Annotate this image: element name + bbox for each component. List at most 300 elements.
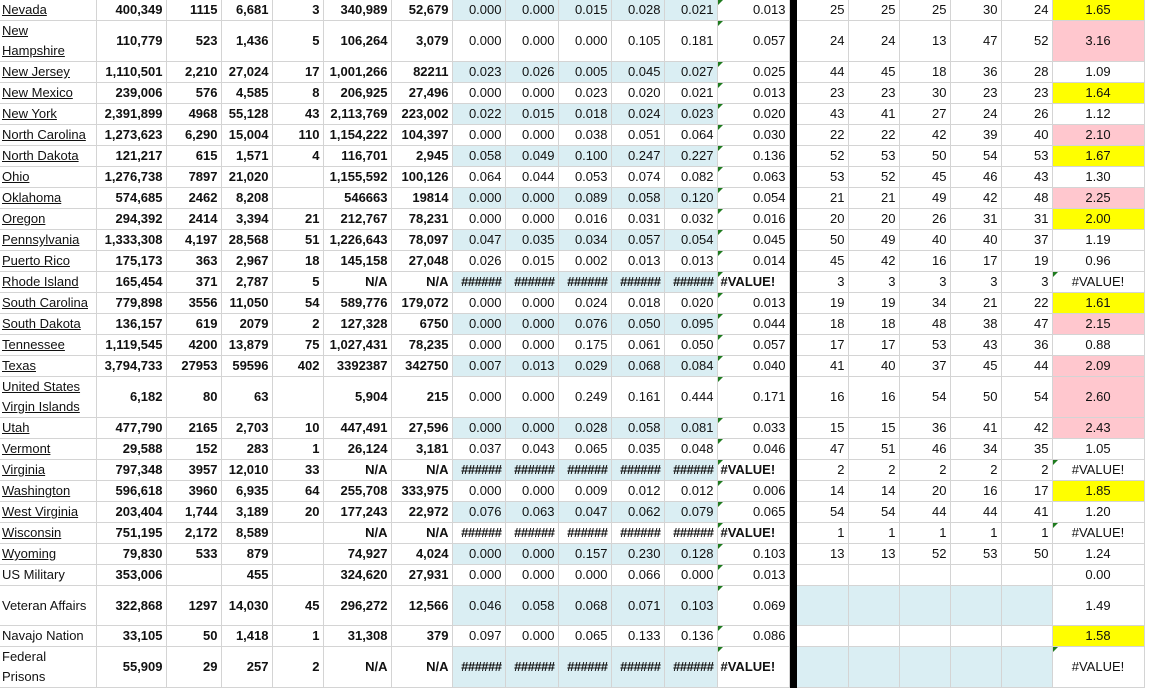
rank-cell[interactable]: 43: [797, 104, 848, 125]
rate-cell[interactable]: 0.000: [452, 21, 505, 62]
rank-cell[interactable]: 16: [848, 377, 899, 418]
col-e-cell[interactable]: 74,927: [323, 544, 391, 565]
col-f-cell[interactable]: 19814: [391, 188, 452, 209]
rate-cell[interactable]: 0.081: [664, 418, 717, 439]
row-name-cell[interactable]: [0, 272, 96, 293]
rate-cell[interactable]: 0.026: [505, 62, 558, 83]
rank-cell[interactable]: 22: [848, 125, 899, 146]
rate-cell[interactable]: 0.064: [452, 167, 505, 188]
rate-cell[interactable]: 0.028: [611, 0, 664, 21]
rank-cell[interactable]: 34: [899, 293, 950, 314]
total-cell[interactable]: 294,392: [96, 209, 166, 230]
col-f-cell[interactable]: 22,972: [391, 502, 452, 523]
rate-cell[interactable]: 0.064: [664, 125, 717, 146]
total-cell[interactable]: 596,618: [96, 481, 166, 502]
col-c-cell[interactable]: 257: [221, 647, 272, 688]
row-name-cell[interactable]: [0, 565, 96, 586]
rate-cell[interactable]: 0.023: [664, 104, 717, 125]
rate-cell[interactable]: 0.046: [452, 586, 505, 626]
col-d-cell[interactable]: [272, 565, 323, 586]
rank-cell[interactable]: 36: [950, 62, 1001, 83]
average-cell[interactable]: #VALUE!: [717, 647, 789, 688]
col-b-cell[interactable]: 1297: [166, 586, 221, 626]
rank-cell[interactable]: 15: [848, 418, 899, 439]
rank-cell[interactable]: 21: [848, 188, 899, 209]
total-cell[interactable]: 1,333,308: [96, 230, 166, 251]
average-cell[interactable]: 0.069: [717, 586, 789, 626]
row-name-cell[interactable]: [0, 647, 96, 688]
rank-cell[interactable]: 2: [797, 460, 848, 481]
rate-cell[interactable]: 0.000: [452, 565, 505, 586]
rate-cell[interactable]: 0.097: [452, 626, 505, 647]
rate-cell[interactable]: 0.038: [558, 125, 611, 146]
average-cell[interactable]: 0.086: [717, 626, 789, 647]
rate-cell[interactable]: 0.000: [505, 544, 558, 565]
col-d-cell[interactable]: [272, 167, 323, 188]
rate-cell[interactable]: 0.044: [505, 167, 558, 188]
total-cell[interactable]: 239,006: [96, 83, 166, 104]
jurisdiction-link[interactable]: North Carolina: [2, 127, 86, 142]
col-d-cell[interactable]: 1: [272, 626, 323, 647]
rank-cell[interactable]: 36: [899, 418, 950, 439]
col-c-cell[interactable]: 2,787: [221, 272, 272, 293]
row-name-cell[interactable]: [0, 377, 96, 418]
col-d-cell[interactable]: 17: [272, 62, 323, 83]
rate-cell[interactable]: 0.031: [611, 209, 664, 230]
col-c-cell[interactable]: 283: [221, 439, 272, 460]
rate-cell[interactable]: 0.076: [558, 314, 611, 335]
col-b-cell[interactable]: 2414: [166, 209, 221, 230]
col-f-cell[interactable]: 223,002: [391, 104, 452, 125]
rank-cell[interactable]: [899, 626, 950, 647]
rate-cell[interactable]: 0.058: [611, 418, 664, 439]
rank-cell[interactable]: 40: [950, 230, 1001, 251]
row-name-cell[interactable]: [0, 104, 96, 125]
rate-cell[interactable]: ######: [505, 272, 558, 293]
col-f-cell[interactable]: 333,975: [391, 481, 452, 502]
col-f-cell[interactable]: N/A: [391, 460, 452, 481]
rank-cell[interactable]: 45: [797, 251, 848, 272]
rate-cell[interactable]: 0.105: [611, 21, 664, 62]
jurisdiction-link[interactable]: United States Virgin Islands: [2, 379, 81, 414]
rate-cell[interactable]: 0.000: [505, 481, 558, 502]
rate-cell[interactable]: ######: [664, 523, 717, 544]
rate-cell[interactable]: 0.024: [558, 293, 611, 314]
rank-cell[interactable]: 52: [848, 167, 899, 188]
rate-cell[interactable]: ######: [611, 460, 664, 481]
rank-cell[interactable]: 45: [950, 356, 1001, 377]
col-b-cell[interactable]: 3957: [166, 460, 221, 481]
rank-cell[interactable]: 49: [848, 230, 899, 251]
ratio-cell[interactable]: 1.49: [1052, 586, 1144, 626]
col-c-cell[interactable]: 63: [221, 377, 272, 418]
average-cell[interactable]: 0.013: [717, 293, 789, 314]
col-c-cell[interactable]: 1,571: [221, 146, 272, 167]
total-cell[interactable]: 1,110,501: [96, 62, 166, 83]
rank-cell[interactable]: 13: [899, 21, 950, 62]
rate-cell[interactable]: 0.023: [452, 62, 505, 83]
ratio-cell[interactable]: 1.12: [1052, 104, 1144, 125]
rank-cell[interactable]: 53: [950, 544, 1001, 565]
col-d-cell[interactable]: 1: [272, 439, 323, 460]
col-e-cell[interactable]: 447,491: [323, 418, 391, 439]
rank-cell[interactable]: 20: [848, 209, 899, 230]
rate-cell[interactable]: 0.103: [664, 586, 717, 626]
rank-cell[interactable]: 21: [950, 293, 1001, 314]
rate-cell[interactable]: 0.157: [558, 544, 611, 565]
rank-cell[interactable]: 16: [950, 481, 1001, 502]
rate-cell[interactable]: 0.058: [452, 146, 505, 167]
rate-cell[interactable]: 0.089: [558, 188, 611, 209]
row-name-cell[interactable]: [0, 460, 96, 481]
col-e-cell[interactable]: 177,243: [323, 502, 391, 523]
col-c-cell[interactable]: 14,030: [221, 586, 272, 626]
total-cell[interactable]: 136,157: [96, 314, 166, 335]
rate-cell[interactable]: 0.058: [505, 586, 558, 626]
col-c-cell[interactable]: 1,418: [221, 626, 272, 647]
col-d-cell[interactable]: 3: [272, 0, 323, 21]
rank-cell[interactable]: 44: [797, 62, 848, 83]
rate-cell[interactable]: 0.027: [664, 62, 717, 83]
col-e-cell[interactable]: 255,708: [323, 481, 391, 502]
jurisdiction-link[interactable]: Oregon: [2, 211, 46, 226]
rate-cell[interactable]: ######: [505, 647, 558, 688]
rank-cell[interactable]: 3: [848, 272, 899, 293]
rank-cell[interactable]: 52: [797, 146, 848, 167]
rank-cell[interactable]: 37: [1001, 230, 1052, 251]
col-b-cell[interactable]: 371: [166, 272, 221, 293]
rank-cell[interactable]: 25: [848, 0, 899, 21]
col-f-cell[interactable]: 104,397: [391, 125, 452, 146]
rate-cell[interactable]: 0.045: [611, 62, 664, 83]
rank-cell[interactable]: 39: [950, 125, 1001, 146]
rank-cell[interactable]: 13: [797, 544, 848, 565]
rank-cell[interactable]: 41: [797, 356, 848, 377]
total-cell[interactable]: 1,119,545: [96, 335, 166, 356]
ratio-cell[interactable]: 0.00: [1052, 565, 1144, 586]
col-d-cell[interactable]: 43: [272, 104, 323, 125]
total-cell[interactable]: 175,173: [96, 251, 166, 272]
rate-cell[interactable]: 0.068: [611, 356, 664, 377]
col-f-cell[interactable]: 100,126: [391, 167, 452, 188]
total-cell[interactable]: 6,182: [96, 377, 166, 418]
rank-cell[interactable]: 50: [950, 377, 1001, 418]
col-f-cell[interactable]: 27,931: [391, 565, 452, 586]
rate-cell[interactable]: 0.000: [505, 626, 558, 647]
col-f-cell[interactable]: 27,496: [391, 83, 452, 104]
ratio-cell[interactable]: #VALUE!: [1052, 460, 1144, 481]
col-e-cell[interactable]: 206,925: [323, 83, 391, 104]
col-c-cell[interactable]: 2079: [221, 314, 272, 335]
rank-cell[interactable]: [848, 586, 899, 626]
rank-cell[interactable]: 47: [797, 439, 848, 460]
rank-cell[interactable]: 53: [1001, 146, 1052, 167]
col-e-cell[interactable]: N/A: [323, 460, 391, 481]
rate-cell[interactable]: 0.175: [558, 335, 611, 356]
rank-cell[interactable]: 23: [1001, 83, 1052, 104]
ratio-cell[interactable]: 2.43: [1052, 418, 1144, 439]
col-b-cell[interactable]: 615: [166, 146, 221, 167]
col-f-cell[interactable]: 4,024: [391, 544, 452, 565]
ratio-cell[interactable]: #VALUE!: [1052, 272, 1144, 293]
rate-cell[interactable]: 0.076: [452, 502, 505, 523]
rank-cell[interactable]: 1: [1001, 523, 1052, 544]
rank-cell[interactable]: 1: [797, 523, 848, 544]
rate-cell[interactable]: 0.021: [664, 83, 717, 104]
ratio-cell[interactable]: 2.10: [1052, 125, 1144, 146]
total-cell[interactable]: 574,685: [96, 188, 166, 209]
rank-cell[interactable]: 13: [848, 544, 899, 565]
rank-cell[interactable]: 38: [950, 314, 1001, 335]
col-d-cell[interactable]: 2: [272, 314, 323, 335]
rank-cell[interactable]: 42: [899, 125, 950, 146]
rate-cell[interactable]: 0.000: [505, 21, 558, 62]
rate-cell[interactable]: 0.009: [558, 481, 611, 502]
ratio-cell[interactable]: 1.64: [1052, 83, 1144, 104]
col-b-cell[interactable]: 50: [166, 626, 221, 647]
col-b-cell[interactable]: 576: [166, 83, 221, 104]
rank-cell[interactable]: 25: [797, 0, 848, 21]
col-f-cell[interactable]: 3,181: [391, 439, 452, 460]
rate-cell[interactable]: 0.018: [611, 293, 664, 314]
rate-cell[interactable]: 0.074: [611, 167, 664, 188]
col-f-cell[interactable]: 78,097: [391, 230, 452, 251]
total-cell[interactable]: 400,349: [96, 0, 166, 21]
row-name-cell[interactable]: [0, 544, 96, 565]
rate-cell[interactable]: 0.023: [558, 83, 611, 104]
ratio-cell[interactable]: 1.30: [1052, 167, 1144, 188]
rate-cell[interactable]: 0.028: [558, 418, 611, 439]
rank-cell[interactable]: 46: [950, 167, 1001, 188]
rank-cell[interactable]: 3: [797, 272, 848, 293]
rate-cell[interactable]: 0.065: [558, 626, 611, 647]
rate-cell[interactable]: ######: [505, 460, 558, 481]
col-b-cell[interactable]: 6,290: [166, 125, 221, 146]
ratio-cell[interactable]: 1.05: [1052, 439, 1144, 460]
col-c-cell[interactable]: 28,568: [221, 230, 272, 251]
col-f-cell[interactable]: 215: [391, 377, 452, 418]
rank-cell[interactable]: 24: [848, 21, 899, 62]
rank-cell[interactable]: [1001, 647, 1052, 688]
rank-cell[interactable]: 27: [899, 104, 950, 125]
average-cell[interactable]: 0.013: [717, 565, 789, 586]
rate-cell[interactable]: 0.000: [664, 565, 717, 586]
average-cell[interactable]: 0.065: [717, 502, 789, 523]
jurisdiction-link[interactable]: Oklahoma: [2, 190, 62, 205]
rank-cell[interactable]: 42: [950, 188, 1001, 209]
rank-cell[interactable]: 41: [950, 418, 1001, 439]
col-b-cell[interactable]: 2165: [166, 418, 221, 439]
rate-cell[interactable]: 0.000: [505, 188, 558, 209]
rate-cell[interactable]: 0.043: [505, 439, 558, 460]
rank-cell[interactable]: 3: [950, 272, 1001, 293]
col-c-cell[interactable]: 1,436: [221, 21, 272, 62]
rank-cell[interactable]: 52: [1001, 21, 1052, 62]
rank-cell[interactable]: 54: [1001, 377, 1052, 418]
rank-cell[interactable]: [797, 565, 848, 586]
rate-cell[interactable]: 0.015: [505, 104, 558, 125]
rate-cell[interactable]: 0.013: [505, 356, 558, 377]
rate-cell[interactable]: 0.016: [558, 209, 611, 230]
rate-cell[interactable]: 0.000: [558, 21, 611, 62]
rank-cell[interactable]: 42: [1001, 418, 1052, 439]
rank-cell[interactable]: 35: [1001, 439, 1052, 460]
rank-cell[interactable]: 30: [950, 0, 1001, 21]
rate-cell[interactable]: 0.048: [664, 439, 717, 460]
jurisdiction-link[interactable]: Pennsylvania: [2, 232, 80, 247]
col-f-cell[interactable]: 78,231: [391, 209, 452, 230]
rank-cell[interactable]: [1001, 626, 1052, 647]
col-c-cell[interactable]: 3,189: [221, 502, 272, 523]
jurisdiction-link[interactable]: New Mexico: [2, 85, 73, 100]
rank-cell[interactable]: 48: [899, 314, 950, 335]
ratio-cell[interactable]: 1.61: [1052, 293, 1144, 314]
row-name-cell[interactable]: [0, 314, 96, 335]
rate-cell[interactable]: 0.247: [611, 146, 664, 167]
rate-cell[interactable]: 0.095: [664, 314, 717, 335]
rate-cell[interactable]: 0.100: [558, 146, 611, 167]
col-c-cell[interactable]: 2,703: [221, 418, 272, 439]
average-cell[interactable]: 0.044: [717, 314, 789, 335]
rate-cell[interactable]: ######: [664, 647, 717, 688]
ratio-cell[interactable]: 1.09: [1052, 62, 1144, 83]
rate-cell[interactable]: 0.444: [664, 377, 717, 418]
rate-cell[interactable]: 0.079: [664, 502, 717, 523]
rank-cell[interactable]: 45: [848, 62, 899, 83]
jurisdiction-link[interactable]: Nevada: [2, 2, 47, 17]
total-cell[interactable]: 3,794,733: [96, 356, 166, 377]
rank-cell[interactable]: 18: [797, 314, 848, 335]
col-e-cell[interactable]: N/A: [323, 523, 391, 544]
rate-cell[interactable]: ######: [611, 647, 664, 688]
col-e-cell[interactable]: 5,904: [323, 377, 391, 418]
rank-cell[interactable]: 47: [950, 21, 1001, 62]
total-cell[interactable]: 33,105: [96, 626, 166, 647]
jurisdiction-link[interactable]: Vermont: [2, 441, 51, 456]
rank-cell[interactable]: 26: [899, 209, 950, 230]
rank-cell[interactable]: 2: [848, 460, 899, 481]
rank-cell[interactable]: 54: [848, 502, 899, 523]
rank-cell[interactable]: 44: [1001, 356, 1052, 377]
rate-cell[interactable]: 0.005: [558, 62, 611, 83]
rank-cell[interactable]: 54: [797, 502, 848, 523]
rate-cell[interactable]: 0.022: [452, 104, 505, 125]
rate-cell[interactable]: 0.071: [611, 586, 664, 626]
rank-cell[interactable]: [950, 647, 1001, 688]
col-e-cell[interactable]: 296,272: [323, 586, 391, 626]
rank-cell[interactable]: [797, 586, 848, 626]
rank-cell[interactable]: 28: [1001, 62, 1052, 83]
jurisdiction-link[interactable]: South Carolina: [2, 295, 88, 310]
rank-cell[interactable]: 34: [950, 439, 1001, 460]
rate-cell[interactable]: ######: [664, 460, 717, 481]
average-cell[interactable]: 0.016: [717, 209, 789, 230]
average-cell[interactable]: #VALUE!: [717, 272, 789, 293]
rate-cell[interactable]: ######: [558, 523, 611, 544]
average-cell[interactable]: 0.020: [717, 104, 789, 125]
col-f-cell[interactable]: 379: [391, 626, 452, 647]
rank-cell[interactable]: 17: [950, 251, 1001, 272]
col-c-cell[interactable]: 12,010: [221, 460, 272, 481]
row-name-cell[interactable]: [0, 586, 96, 626]
col-d-cell[interactable]: 18: [272, 251, 323, 272]
rate-cell[interactable]: 0.058: [611, 188, 664, 209]
ratio-cell[interactable]: 1.19: [1052, 230, 1144, 251]
rank-cell[interactable]: 20: [797, 209, 848, 230]
col-b-cell[interactable]: 3556: [166, 293, 221, 314]
col-c-cell[interactable]: 59596: [221, 356, 272, 377]
rank-cell[interactable]: 16: [899, 251, 950, 272]
rank-cell[interactable]: 42: [848, 251, 899, 272]
col-e-cell[interactable]: 116,701: [323, 146, 391, 167]
rank-cell[interactable]: 50: [899, 146, 950, 167]
col-e-cell[interactable]: 1,226,643: [323, 230, 391, 251]
total-cell[interactable]: 477,790: [96, 418, 166, 439]
row-name-cell[interactable]: [0, 293, 96, 314]
rank-cell[interactable]: [950, 586, 1001, 626]
col-f-cell[interactable]: 27,596: [391, 418, 452, 439]
total-cell[interactable]: 79,830: [96, 544, 166, 565]
rate-cell[interactable]: 0.000: [452, 0, 505, 21]
rank-cell[interactable]: 41: [848, 104, 899, 125]
jurisdiction-link[interactable]: West Virginia: [2, 504, 79, 519]
col-d-cell[interactable]: 51: [272, 230, 323, 251]
jurisdiction-link[interactable]: South Dakota: [2, 316, 81, 331]
rank-cell[interactable]: 44: [899, 502, 950, 523]
rate-cell[interactable]: ######: [611, 523, 664, 544]
col-e-cell[interactable]: 589,776: [323, 293, 391, 314]
rate-cell[interactable]: 0.012: [611, 481, 664, 502]
col-c-cell[interactable]: 4,585: [221, 83, 272, 104]
average-cell[interactable]: 0.013: [717, 83, 789, 104]
col-c-cell[interactable]: 455: [221, 565, 272, 586]
rank-cell[interactable]: 22: [1001, 293, 1052, 314]
ratio-cell[interactable]: 1.58: [1052, 626, 1144, 647]
col-e-cell[interactable]: 340,989: [323, 0, 391, 21]
row-name-cell[interactable]: [0, 21, 96, 62]
rate-cell[interactable]: ######: [452, 460, 505, 481]
rate-cell[interactable]: 0.000: [505, 335, 558, 356]
row-name-cell[interactable]: [0, 146, 96, 167]
rate-cell[interactable]: 0.050: [664, 335, 717, 356]
rank-cell[interactable]: 19: [797, 293, 848, 314]
col-e-cell[interactable]: N/A: [323, 272, 391, 293]
rate-cell[interactable]: 0.047: [558, 502, 611, 523]
ratio-cell[interactable]: 2.09: [1052, 356, 1144, 377]
col-e-cell[interactable]: 1,155,592: [323, 167, 391, 188]
rate-cell[interactable]: 0.000: [505, 314, 558, 335]
rank-cell[interactable]: 18: [848, 314, 899, 335]
rank-cell[interactable]: 3: [899, 272, 950, 293]
rate-cell[interactable]: 0.068: [558, 586, 611, 626]
rank-cell[interactable]: 53: [797, 167, 848, 188]
col-e-cell[interactable]: 546663: [323, 188, 391, 209]
row-name-cell[interactable]: [0, 481, 96, 502]
row-name-cell[interactable]: [0, 439, 96, 460]
col-e-cell[interactable]: 324,620: [323, 565, 391, 586]
rank-cell[interactable]: [1001, 565, 1052, 586]
rank-cell[interactable]: 54: [950, 146, 1001, 167]
col-c-cell[interactable]: 15,004: [221, 125, 272, 146]
rate-cell[interactable]: 0.082: [664, 167, 717, 188]
rank-cell[interactable]: 17: [848, 335, 899, 356]
col-e-cell[interactable]: 1,027,431: [323, 335, 391, 356]
col-d-cell[interactable]: 54: [272, 293, 323, 314]
col-b-cell[interactable]: 523: [166, 21, 221, 62]
rank-cell[interactable]: [899, 586, 950, 626]
rate-cell[interactable]: ######: [558, 460, 611, 481]
rate-cell[interactable]: 0.037: [452, 439, 505, 460]
